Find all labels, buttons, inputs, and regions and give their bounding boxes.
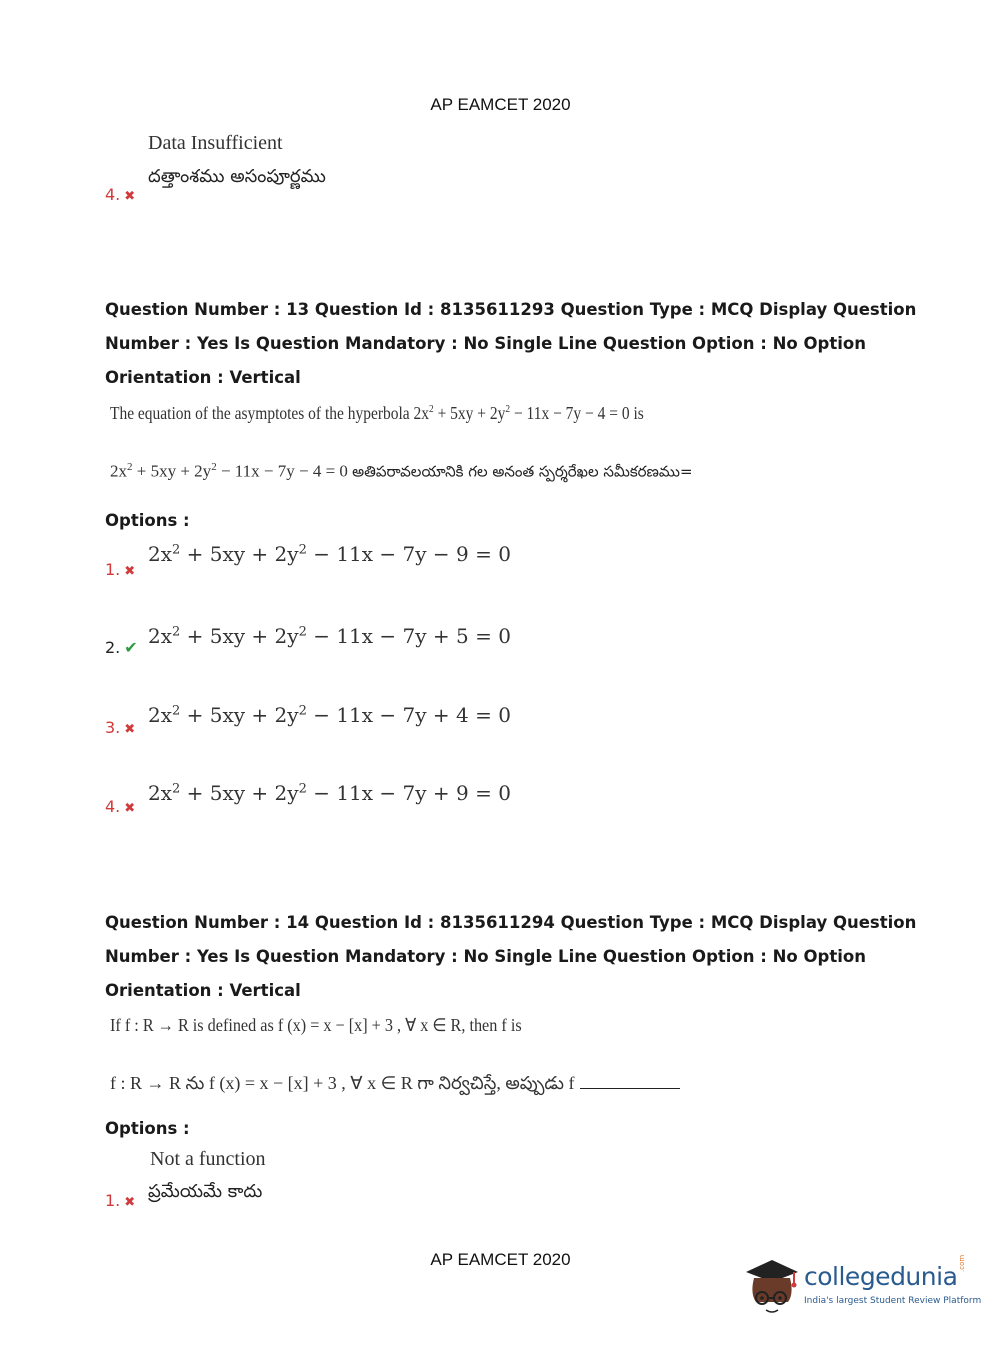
check-icon: ✔ (124, 638, 138, 657)
page-footer: AP EAMCET 2020 (430, 1250, 571, 1269)
q13-meta-line: Orientation : Vertical (105, 368, 301, 387)
q14-text-te: f : R → R ను f (x) = x − [x] + 3 , ∀ x ∈ R గా నిర్వచిస్తే, అప్పుడు f (110, 1073, 680, 1098)
prev-option-text-te: దత్తాంశము అసంపూర్ణము (148, 166, 326, 187)
option-number: 4. ✖ (105, 797, 136, 816)
q14-options-label: Options : (105, 1119, 190, 1138)
q13-options-label: Options : (105, 511, 190, 530)
option-number: 1. ✖ (105, 1191, 136, 1210)
q13-text-en: The equation of the asymptotes of the hyperbola $2x^2 + 5xy + 2y^2 - 11x - 7y - 4 = 0$ is (110, 403, 644, 423)
q13-meta-line: Number : Yes Is Question Mandatory : No Single Line Question Option : No Option (105, 334, 866, 353)
wrong-icon: ✖ (124, 564, 136, 579)
q13-meta-line: Question Number : 13 Question Id : 8135611293 Question Type : MCQ Display Question (105, 300, 917, 319)
q14-meta-line: Question Number : 14 Question Id : 8135611294 Question Type : MCQ Display Question (105, 913, 917, 932)
q14-meta-line: Number : Yes Is Question Mandatory : No Single Line Question Option : No Option (105, 947, 866, 966)
q13-text-te: $2x^2 + 5xy + 2y^2 - 11x - 7y - 4 = 0$ అతిపరావలయానికి గల అనంత స్పర్శరేఖల సమీకరణము= (110, 461, 693, 481)
wrong-icon: ✖ (124, 1195, 136, 1210)
wrong-icon: ✖ (124, 801, 136, 816)
option-equation: $2x^2 + 5xy + 2y^2 - 11x - 7y + 4 = 0$ (148, 703, 511, 727)
logo-suffix: .com (958, 1254, 966, 1272)
mascot-icon (742, 1250, 802, 1318)
prev-option-number: 4. ✖ (105, 185, 136, 204)
q14-meta-line: Orientation : Vertical (105, 981, 301, 1000)
wrong-icon: ✖ (124, 722, 136, 737)
q14-meta (105, 906, 917, 1008)
option-equation: $2x^2 + 5xy + 2y^2 - 11x - 7y - 9 = 0$ (148, 542, 511, 566)
wrong-icon: ✖ (124, 189, 136, 204)
q13-meta (105, 293, 917, 395)
option-number: 3. ✖ (105, 718, 136, 737)
option-equation: $2x^2 + 5xy + 2y^2 - 11x - 7y + 5 = 0$ (148, 624, 511, 648)
logo-tagline: India's largest Student Review Platform (804, 1296, 982, 1306)
option-text-te: ప్రమేయమే కాదు (148, 1181, 263, 1202)
option-number: 1. ✖ (105, 560, 136, 579)
page-header: AP EAMCET 2020 (430, 95, 571, 114)
option-number: 2. ✔ (105, 638, 138, 657)
option-text-en: Not a function (150, 1148, 266, 1170)
answer-blank (580, 1088, 680, 1089)
option-equation: $2x^2 + 5xy + 2y^2 - 11x - 7y + 9 = 0$ (148, 781, 511, 805)
q14-text-en: If f : R → R is defined as f (x) = x − [x] + 3 , ∀ x ∈ R, then f is (110, 1015, 522, 1035)
collegedunia-logo[interactable] (742, 1250, 982, 1320)
prev-option-text-en: Data Insufficient (148, 132, 283, 154)
logo-name: collegedunia (804, 1262, 958, 1291)
